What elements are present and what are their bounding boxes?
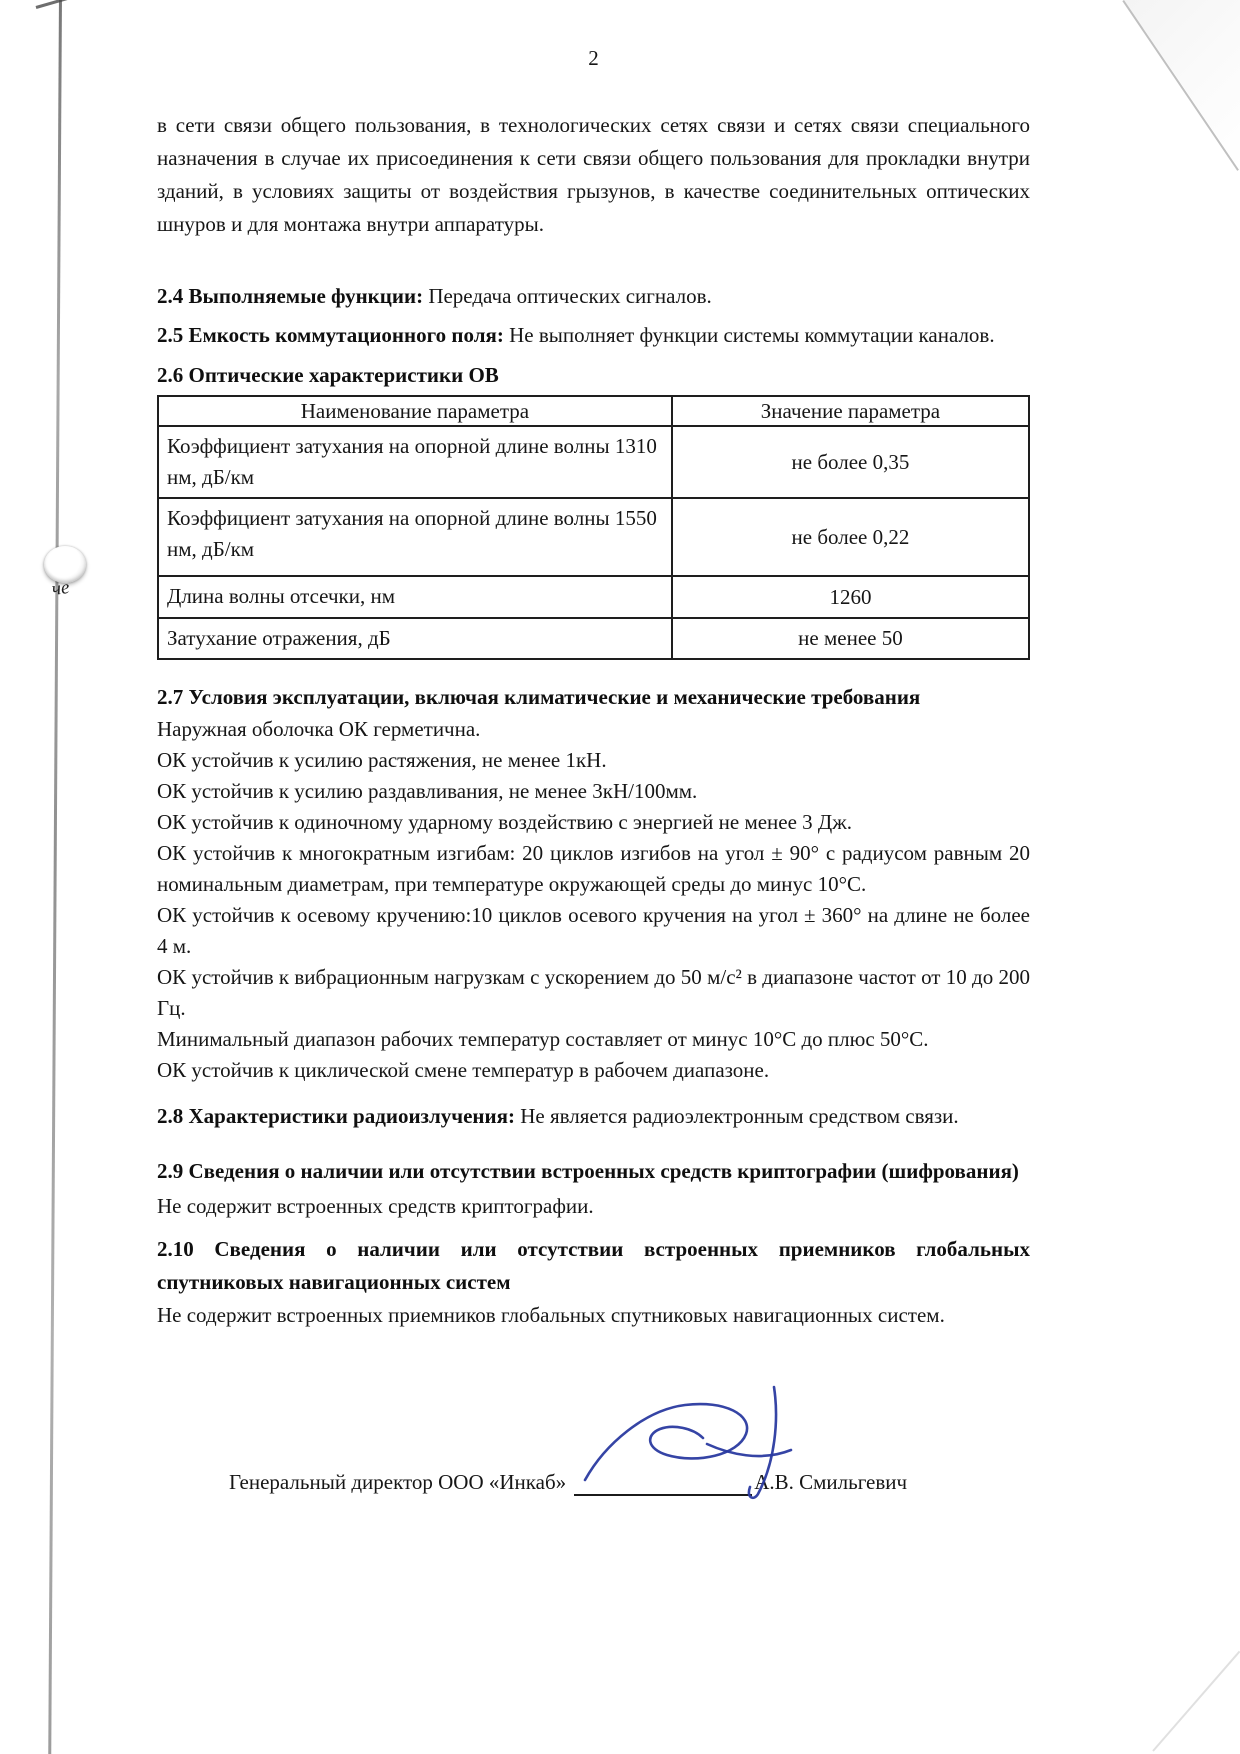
parameter-name-cell: Коэффициент затухания на опорной длине волны 1310 нм, дБ/км	[158, 426, 672, 498]
parameter-value-cell: не более 0,22	[672, 498, 1029, 576]
section-2-10-text: Не содержит встроенных приемников глобальных спутниковых навигационных систем.	[157, 1303, 945, 1327]
parameter-value-cell: не более 0,35	[672, 426, 1029, 498]
section-2-8	[157, 1100, 1030, 1133]
table-header-parameter-name: Наименование параметра	[158, 396, 672, 426]
signature-name: А.В. Смильгевич	[754, 1470, 908, 1494]
table-header-row	[158, 396, 1029, 426]
section-2-8-text: Не является радиоэлектронным средством связи.	[514, 1104, 959, 1128]
parameter-value-cell: 1260	[672, 576, 1029, 618]
section-2-5-text: Не выполняет функции системы коммутации каналов.	[503, 323, 995, 347]
condition-line: ОК устойчив к многократным изгибам: 20 циклов изгибов на угол ± 90° с радиусом равным 20 номинальным диаметрам, при температуре окружающей среды до минус 10°С.	[157, 841, 1030, 896]
section-2-5-heading: 2.5 Емкость коммутационного поля:	[157, 323, 504, 347]
section-2-4	[157, 280, 1030, 313]
condition-line: ОК устойчив к циклической смене температур в рабочем диапазоне.	[157, 1058, 770, 1082]
signature-block	[229, 1468, 1030, 1496]
table-header-parameter-value: Значение параметра	[672, 396, 1029, 426]
section-2-7-heading	[157, 681, 1030, 714]
table-row	[158, 618, 1029, 659]
page-number: 2	[588, 46, 599, 70]
parameter-name-cell: Длина волны отсечки, нм	[158, 576, 672, 618]
section-2-4-heading: 2.4 Выполняемые функции:	[157, 284, 424, 308]
section-2-6-heading: 2.6 Оптические характеристики ОВ	[157, 363, 499, 387]
condition-line: ОК устойчив к вибрационным нагрузкам с ускорением до 50 м/с² в диапазоне частот от 10 до 200 Гц.	[157, 965, 1030, 1020]
signature-line	[574, 1470, 752, 1496]
scan-topleft-mark	[36, 0, 77, 9]
section-2-9-heading-text: 2.9 Сведения о наличии или отсутствии встроенных средств криптографии (шифрования)	[157, 1159, 1019, 1183]
scan-edge-line	[48, 0, 62, 1754]
document-content	[157, 0, 1030, 1496]
parameter-name-cell: Коэффициент затухания на опорной длине волны 1550 нм, дБ/км	[158, 498, 672, 576]
section-2-10-heading	[157, 1233, 1030, 1299]
section-2-10-heading-text: 2.10 Сведения о наличии или отсутствии встроенных приемников глобальных спутниковых навигационных систем	[157, 1237, 1030, 1294]
scan-bottomright-fold-line	[1152, 1651, 1240, 1752]
intro-paragraph: в сети связи общего пользования, в технологических сетях связи и сетях связи специального назначения в случае их присоединения к сети связи общего пользования для прокладки внутри зданий, в условиях защиты от воздействия грызунов, в качестве соединительных оптических шнуров и для монтажа внутри аппаратуры.	[157, 113, 1030, 236]
section-2-7-heading-text: 2.7 Условия эксплуатации, включая климатические и механические требования	[157, 685, 921, 709]
condition-line: ОК устойчив к усилию растяжения, не менее 1кН.	[157, 748, 607, 772]
condition-line: ОК устойчив к усилию раздавливания, не менее 3кН/100мм.	[157, 779, 698, 803]
condition-line: ОК устойчив к осевому кручению:10 циклов осевого кручения на угол ± 360° на длине не более 4 м.	[157, 903, 1030, 958]
section-2-9-text: Не содержит встроенных средств криптографии.	[157, 1194, 594, 1218]
section-2-9-heading	[157, 1155, 1030, 1188]
signature-title: Генеральный директор ООО «Инкаб»	[229, 1470, 567, 1494]
optical-characteristics-table	[157, 395, 1030, 660]
condition-line: ОК устойчив к одиночному ударному воздействию с энергией не менее 3 Дж.	[157, 810, 853, 834]
parameter-name-cell: Затухание отражения, дБ	[158, 618, 672, 659]
table-row	[158, 576, 1029, 618]
condition-line: Наружная оболочка ОК герметична.	[157, 717, 481, 741]
condition-line: Минимальный диапазон рабочих температур составляет от минус 10°С до плюс 50°С.	[157, 1027, 929, 1051]
section-2-5	[157, 319, 1030, 352]
scan-edge-text: че	[50, 577, 71, 600]
section-2-6	[157, 359, 1030, 392]
section-2-8-heading: 2.8 Характеристики радиоизлучения:	[157, 1104, 515, 1128]
parameter-value-cell: не менее 50	[672, 618, 1029, 659]
table-row	[158, 426, 1029, 498]
section-2-4-text: Передача оптических сигналов.	[423, 284, 712, 308]
table-row	[158, 498, 1029, 576]
